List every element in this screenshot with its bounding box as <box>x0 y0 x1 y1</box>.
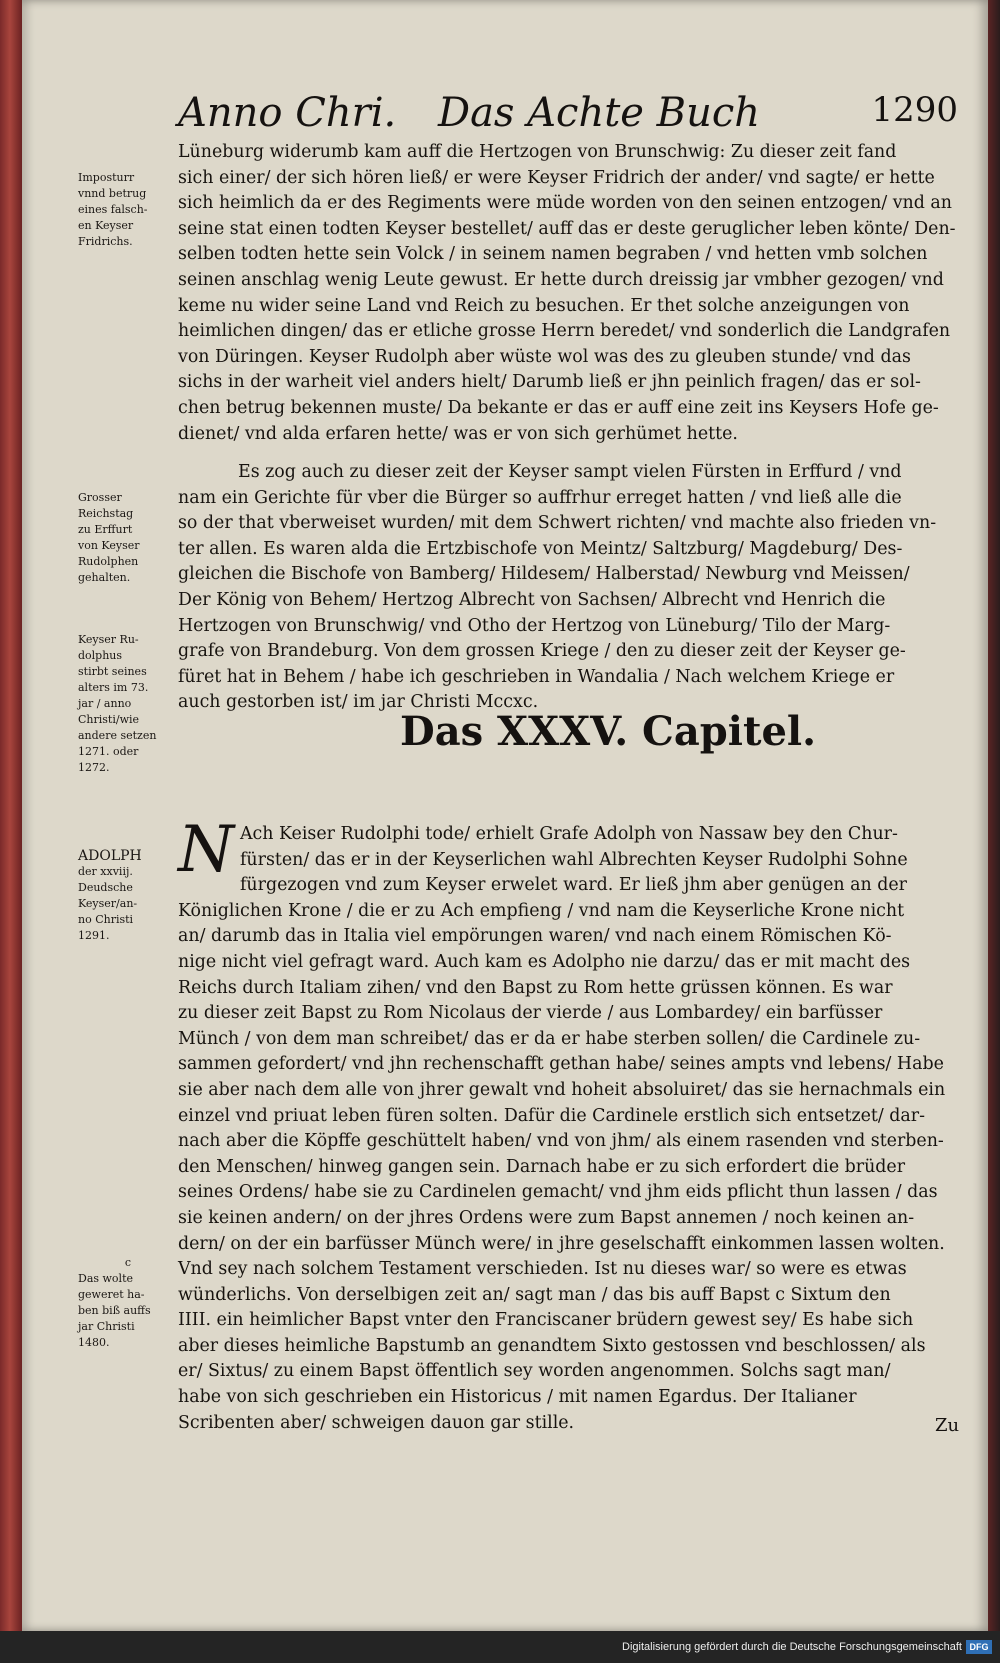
text-line: habe von sich geschrieben ein Historicus / mit namen Egardus. Der Italianer <box>178 1387 857 1408</box>
text-line: Der König von Behem/ Hertzog Albrecht von Sachsen/ Albrecht vnd Henrich die <box>178 589 886 610</box>
text-line: keme nu wider seine Land vnd Reich zu besuchen. Er thet solche anzeigungen von <box>178 295 910 316</box>
text-line: wünderlichs. Von derselbigen zeit an/ sagt man / das bis auff Bapst c Sixtum den <box>178 1284 891 1305</box>
running-header <box>178 90 958 142</box>
marginal-line: Rudolphen <box>78 555 139 568</box>
marginal-line: Imposturr <box>78 171 135 184</box>
marginal-note-adolph <box>78 848 178 944</box>
text-line: nach aber die Köpffe geschüttelt haben/ vnd von jhm/ als einem rasenden vnd sterben- <box>178 1131 944 1152</box>
text-line: Scribenten aber/ schweigen dauon gar stille. <box>178 1412 575 1433</box>
text-line: Münch / von dem man schreibet/ das er da er habe sterben sollen/ die Cardinele zu- <box>178 1028 921 1049</box>
text-line: Reichs durch Italiam zihen/ vnd den Bapst zu Rom hette grüssen können. Es war <box>178 977 893 998</box>
text-line: sammen gefordert/ vnd jhn rechenschafft gethan habe/ seines ampts vnd lebens/ Habe <box>178 1054 944 1075</box>
text-line: heimlichen dingen/ das er etliche grosse Herrn beredet/ vnd sonderlich die Landgrafen <box>178 321 951 342</box>
text-line: chen betrug bekennen muste/ Da bekante er das er auff eine zeit ins Keysers Hofe ge- <box>178 397 939 418</box>
marginal-line: alters im 73. <box>78 681 149 694</box>
text-line: einzel vnd priuat leben füren solten. Dafür die Cardinele erstlich sich entsetzet/ dar- <box>178 1105 925 1126</box>
marginal-line: dolphus <box>78 649 123 662</box>
text-line: sich einer/ der sich hören ließ/ er were Keyser Fridrich der ander/ vnd sagte/ er hette <box>178 167 935 188</box>
book-edge-right <box>988 0 1000 1631</box>
marginal-line: der xxviij. <box>78 865 133 878</box>
text-line: Es zog auch zu dieser zeit der Keyser sampt vielen Fürsten in Erffurd / vnd <box>238 462 902 482</box>
marginal-line: en Keyser <box>78 219 134 232</box>
dfg-logo: DFG <box>966 1640 992 1654</box>
marginal-note-rudolph-death <box>78 632 178 776</box>
text-line: sie aber nach dem alle von jhrer gewalt vnd hoheit absoluiret/ das sie hernachmals ein <box>178 1079 946 1100</box>
text-line: Lüneburg widerumb kam auff die Hertzogen von Brunschwig: Zu dieser zeit fand <box>178 142 897 162</box>
text-line: er/ Sixtus/ zu einem Bapst öffentlich sey worden angenommen. Solchs sagt man/ <box>178 1361 891 1382</box>
marginal-line: von Keyser <box>78 539 140 552</box>
marginal-line: jar / anno <box>78 697 132 710</box>
paragraph-adolph <box>178 813 960 1436</box>
paragraph-impostor <box>178 140 960 447</box>
marginal-line: 1291. <box>78 929 110 942</box>
chapter-title: Das XXXV. Capitel. <box>400 708 817 755</box>
marginal-line: andere setzen <box>78 729 157 742</box>
text-line: so der that vberweiset wurden/ mit dem Schwert richten/ vnd machte also frieden vn- <box>178 513 937 534</box>
paragraph-reichstag <box>178 460 960 716</box>
marginal-line: vnnd betrug <box>78 187 147 200</box>
page-number: 1290 <box>871 90 958 130</box>
marginal-line: ADOLPH <box>78 848 142 864</box>
header-year-label: Anno Chri. <box>178 90 397 136</box>
marginal-line: eines falsch- <box>78 203 148 216</box>
text-line: Ach Keiser Rudolphi tode/ erhielt Grafe Adolph von Nassaw bey den Chur- <box>240 824 898 844</box>
marginal-line: ben biß auffs <box>78 1304 151 1317</box>
catchword: Zu <box>935 1415 960 1436</box>
marginal-line: 1271. oder <box>78 745 139 758</box>
marginal-line: Deudsche <box>78 881 133 894</box>
marginal-line: 1272. <box>78 761 110 774</box>
text-line: nam ein Gerichte für vber die Bürger so auffrhur erreget hatten / vnd ließ alle die <box>178 487 902 508</box>
marginal-line: gehalten. <box>78 571 131 584</box>
marginal-line: zu Erffurt <box>78 523 133 536</box>
text-line: von Düringen. Keyser Rudolph aber wüste wol was des zu gleuben stunde/ vnd das <box>178 346 911 367</box>
text-line: den Menschen/ hinweg gangen sein. Darnach habe er zu sich erfordert die brüder <box>178 1156 906 1177</box>
text-line: Vnd sey nach solchem Testament verschieden. Ist nu dieses war/ so were es etwas <box>178 1259 907 1280</box>
marginal-line: Keyser/an- <box>78 897 138 910</box>
marginal-note-reichstag <box>78 490 178 586</box>
text-line: aber dieses heimliche Bapstumb an genandtem Sixto gestossen vnd beschlossen/ als <box>178 1335 926 1356</box>
text-line: seinen anschlag wenig Leute gewust. Er hette durch dreissig jar vmbher gezogen/ vnd <box>178 269 944 290</box>
text-line: Königlichen Krone / die er zu Ach empfieng / vnd nam die Keyserliche Krone nicht <box>178 900 905 921</box>
text-line: selben todten hette sein Volck / in seinem namen begraben / vnd hetten vmb solchen <box>178 244 928 265</box>
marginal-line: c <box>124 1256 132 1269</box>
marginal-line: stirbt seines <box>78 665 147 678</box>
header-book-title: Das Achte Buch <box>438 90 760 136</box>
text-line: IIII. ein heimlicher Bapst vnter den Franciscaner brüdern gewest sey/ Es habe sich <box>178 1310 914 1331</box>
text-line: dern/ on der ein barfüsser Münch were/ in jhre geselschafft einkommen lassen wolten. <box>178 1233 945 1254</box>
text-line: zu dieser zeit Bapst zu Rom Nicolaus der vierde / aus Lombardey/ ein barfüsser <box>178 1003 883 1024</box>
text-line: auch gestorben ist/ im jar Christi Mccxc. <box>178 692 539 713</box>
marginal-note-imposture <box>78 170 178 250</box>
marginal-line: Grosser <box>78 491 122 504</box>
text-line: ter allen. Es waren alda die Ertzbischofe von Meintz/ Saltzburg/ Magdeburg/ Des- <box>178 538 903 559</box>
marginal-line: Fridrichs. <box>78 235 133 248</box>
text-line: sich heimlich da er des Regiments were müde worden von den seinen entzogen/ vnd an <box>178 193 952 214</box>
text-line: grafe von Brandeburg. Von dem grossen Kriege / den zu dieser zeit der Keyser ge- <box>178 641 906 662</box>
marginal-line: Keyser Ru- <box>78 633 139 646</box>
marginal-line: 1480. <box>78 1336 110 1349</box>
footer-credit: Digitalisierung gefördert durch die Deutsche Forschungsgemeinschaft <box>622 1641 962 1653</box>
text-line: seines Ordens/ habe sie zu Cardinelen gemacht/ vnd jhm eids pflicht thun lassen / das <box>178 1182 938 1203</box>
marginal-line: geweret ha- <box>78 1288 145 1301</box>
text-line: fürsten/ das er in der Keyserlichen wahl Albrechten Keyser Rudolphi Sohne <box>240 849 908 870</box>
marginal-note-1480 <box>78 1255 178 1351</box>
text-line: sichs in der warheit viel anders hielt/ Darumb ließ er jhn peinlich fragen/ das er sol- <box>178 372 921 393</box>
text-line: dienet/ vnd alda erfaren hette/ was er von sich gerhümet hette. <box>178 423 738 444</box>
text-line: sie keinen andern/ on der jhres Ordens were zum Bapst annemen / noch keinen an- <box>178 1207 915 1228</box>
text-line: nige nicht viel gefragt ward. Auch kam es Adolpho nie darzu/ das er mit macht des <box>178 951 911 972</box>
marginal-line: Reichstag <box>78 507 134 520</box>
text-line: füret hat in Behem / habe ich geschrieben in Wandalia / Nach welchem Kriege er <box>178 666 895 687</box>
text-line: seine stat einen todten Keyser bestellet/ auff das er deste geruglicher leben könte/ Den- <box>178 218 956 239</box>
decorated-initial: N <box>178 813 234 887</box>
book-edge-left <box>0 0 22 1631</box>
marginal-line: jar Christi <box>78 1320 135 1333</box>
marginal-line: Das wolte <box>78 1272 134 1285</box>
text-line: fürgezogen vnd zum Keyser erwelet ward. Er ließ jhm aber genügen an der <box>240 875 907 896</box>
marginal-line: no Christi <box>78 913 134 926</box>
footer-bar <box>0 1631 1000 1663</box>
text-line: Hertzogen von Brunschwig/ vnd Otho der Hertzog von Lüneburg/ Tilo der Marg- <box>178 615 891 636</box>
text-line: gleichen die Bischofe von Bamberg/ Hildesem/ Halberstad/ Newburg vnd Meissen/ <box>178 564 910 585</box>
marginal-line: Christi/wie <box>78 713 140 726</box>
text-line: an/ darumb das in Italia viel empörungen waren/ vnd nach einem Römischen Kö- <box>178 926 892 947</box>
